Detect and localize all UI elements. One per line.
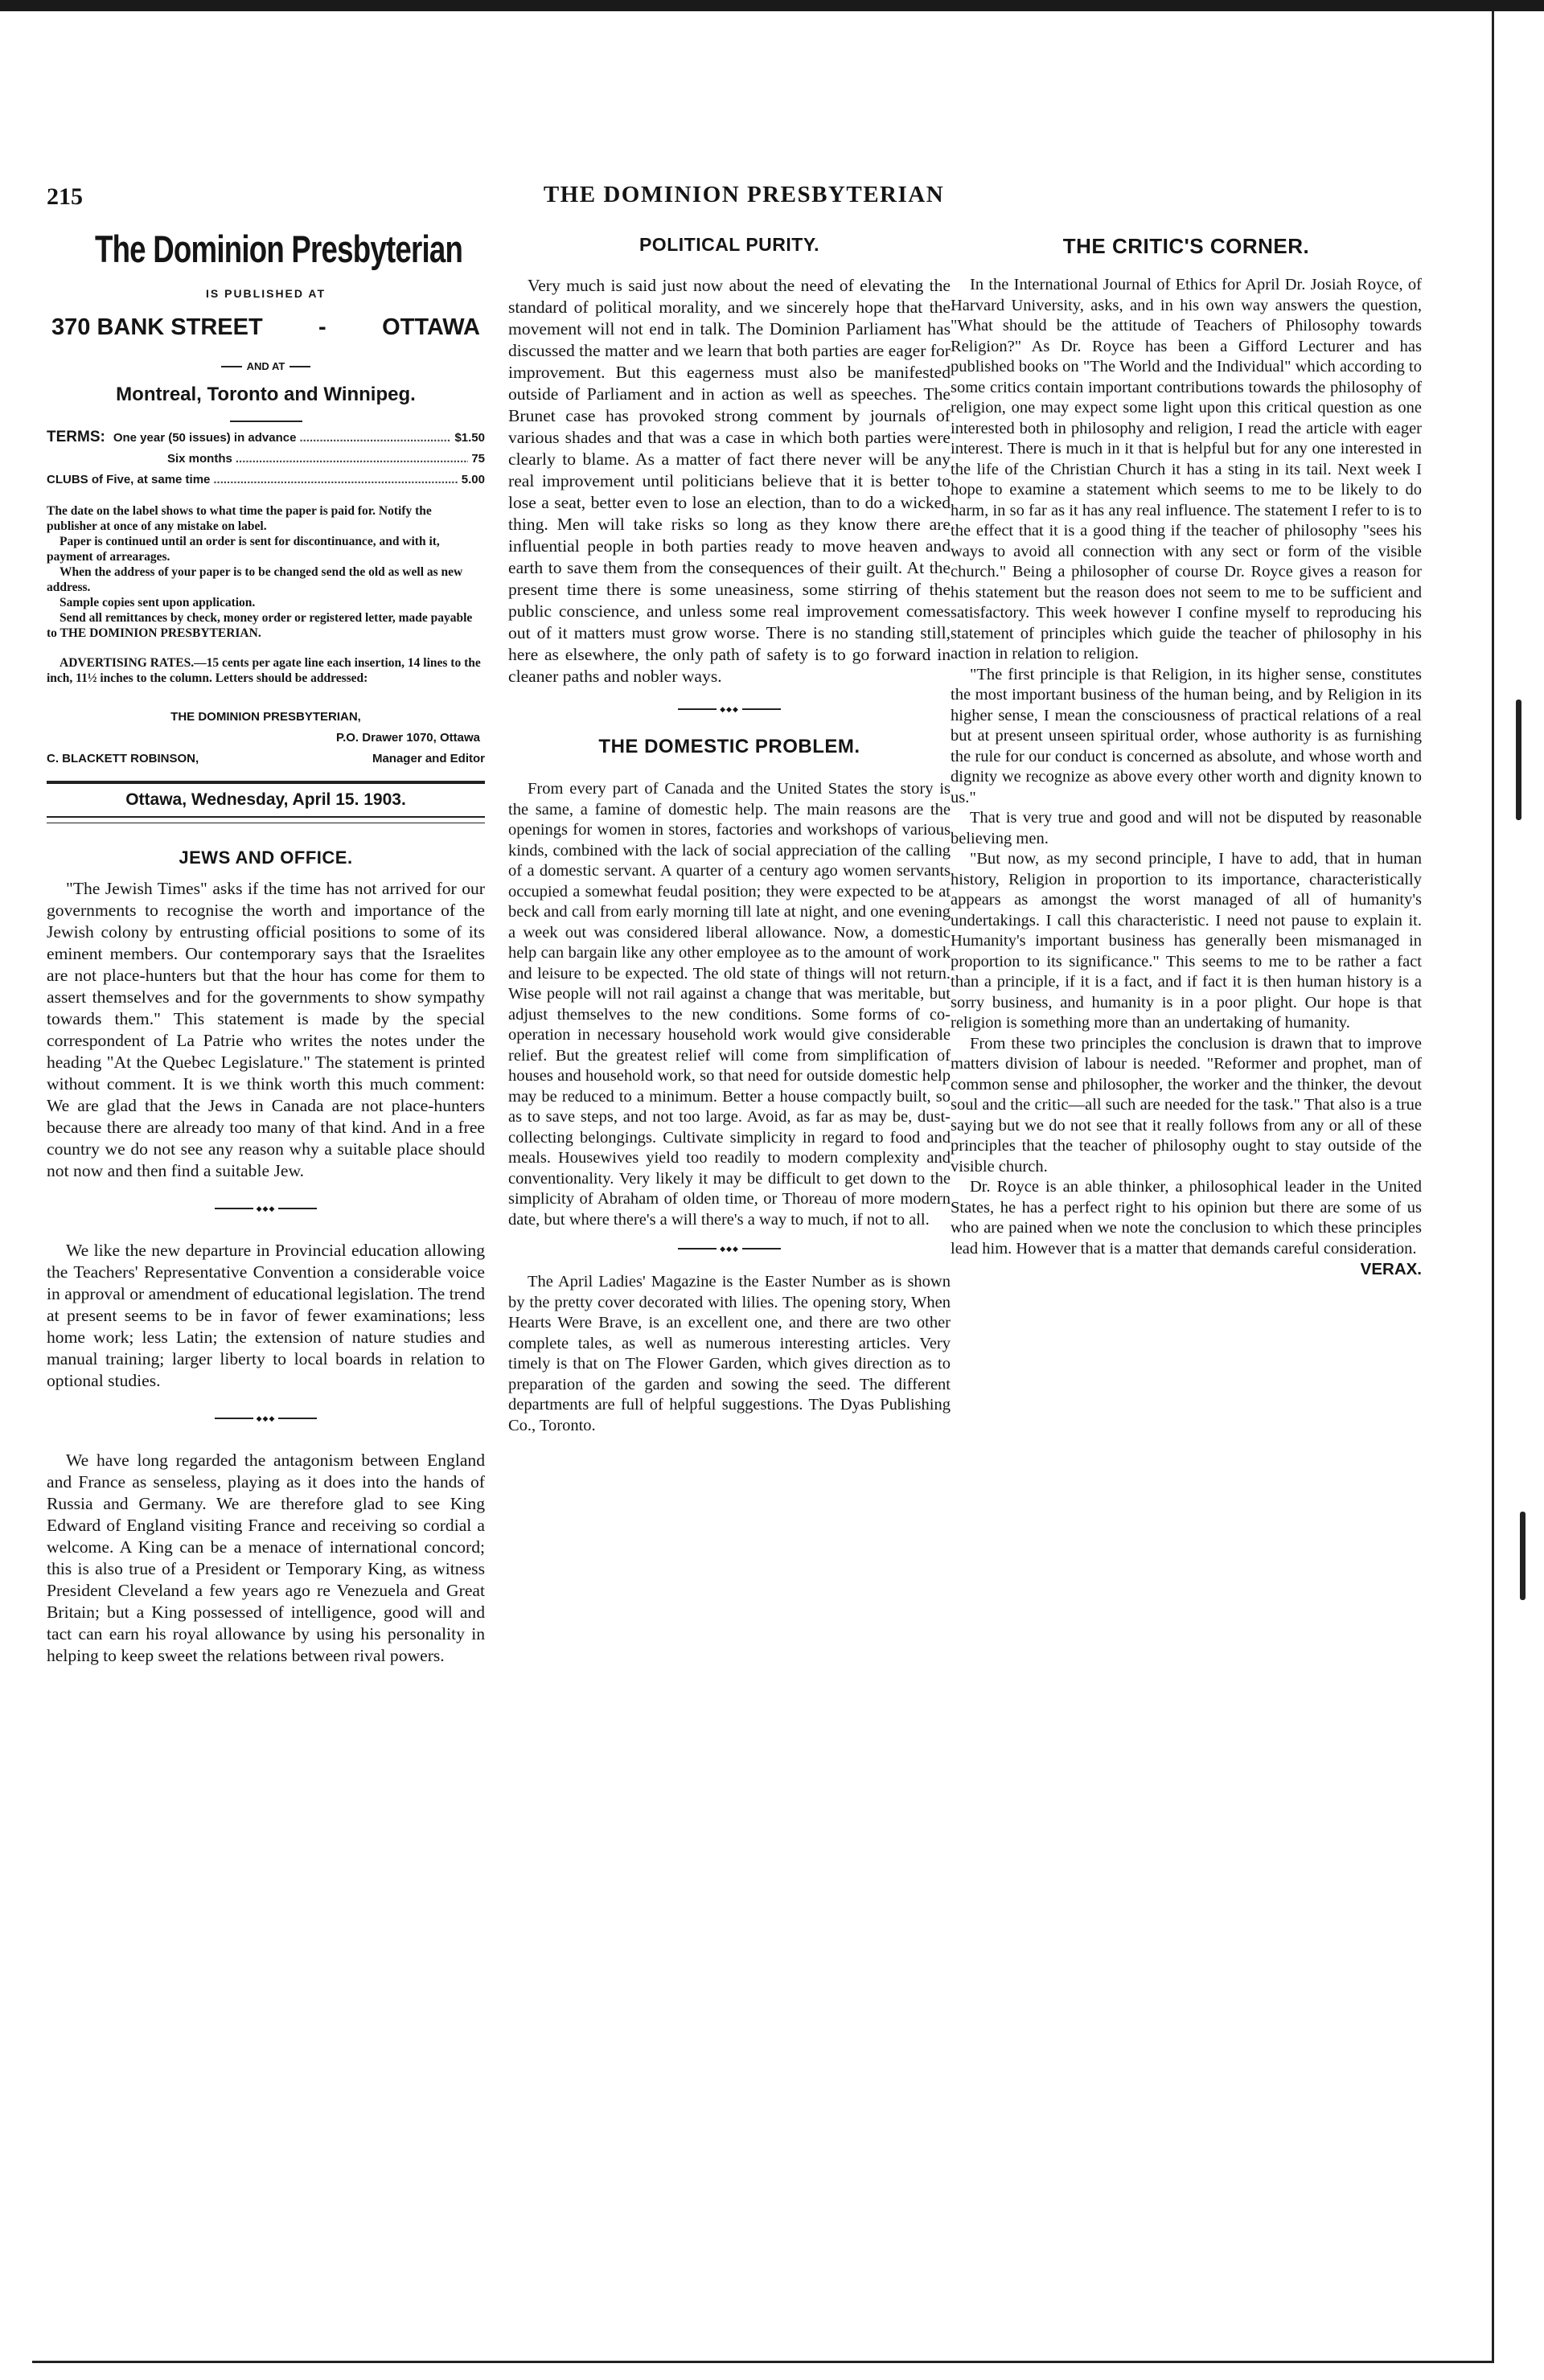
terms-row	[47, 470, 485, 490]
page-number: 215	[47, 183, 83, 210]
separator-line	[278, 1208, 317, 1209]
paragraph: From these two principles the conclusion is drawn that to improve matters division of labour is needed. "Reformer and prophet, man of common sense and philosopher, the worker and the thinker, the devout soul and the critic—all such are needed for the task." That also is a true saying but we do not see that it really follows from any or all of these principles that the teacher of philosophy ought to stay outside of the visible church.	[951, 1034, 1422, 1176]
subscriber-notices	[47, 503, 485, 641]
terms-item-amount: 75	[471, 452, 485, 466]
mailing-address	[47, 707, 485, 769]
separator-ornament: ◆◆◆	[256, 1204, 276, 1213]
terms-item-label: CLUBS of Five, at same time	[47, 473, 211, 486]
dateline-rule-bottom	[47, 816, 485, 823]
editor-title: Manager and Editor	[372, 752, 485, 765]
notice-paragraph: Paper is continued until an order is sent for discontinuance, and with it, payment of arrearages.	[47, 535, 440, 564]
column-left	[47, 221, 485, 1667]
paragraph: We have long regarded the antagonism between England and France as senseless, playing as it does into the hands of Russia and Germany. We are therefore glad to see King Edward of England visiting France and receiving so cordial a welcome. A King can be a menace of international concord; this is also true of a President or Temporary King, as witness President Cleveland a few years ago re Venezuela and Great Britain; but a King possessed of intelligence, good will and tact can earn his royal allowance by using his personality in helping to keep sweet the relations between rival powers.	[47, 1451, 485, 1665]
section-separator	[508, 1241, 951, 1256]
article-title-critic: THE CRITIC'S CORNER.	[1062, 234, 1310, 258]
masthead-title: The Dominion Presbyterian	[94, 228, 463, 270]
masthead-dash: -	[318, 314, 326, 340]
masthead-street: 370 BANK STREET	[51, 314, 263, 340]
separator-line	[678, 708, 717, 710]
terms-row	[47, 449, 485, 470]
column-middle	[508, 221, 951, 1436]
and-at-label: AND AT	[246, 360, 285, 372]
article-body-provincial	[47, 1240, 485, 1392]
separator-line	[742, 1248, 781, 1250]
separator-ornament: ◆◆◆	[720, 704, 739, 713]
subscription-terms	[47, 427, 485, 490]
notice-paragraph: When the address of your paper is to be changed send the old as well as new address.	[47, 565, 463, 594]
rule-right	[290, 366, 310, 367]
masthead-and-at	[47, 360, 485, 372]
scan-top-edge	[0, 0, 1544, 11]
paragraph: "The Jewish Times" asks if the time has not arrived for our governments to recognise the worth and importance of the Jewish colony by entrusting official positions to some of its eminent members. Our contemporary says that the Israelites are not place-hunters but that the hour has come for them to assert themselves and for the governments to show sympathy towards them." This statement is made by the special correspondent of La Patrie who writes the notes under the heading "At the Quebec Legislature." The statement is printed without comment. It is we think worth this much comment: We are glad that the Jews in Canada are not place-hunters because there are already too many of that kind. And in a free country we do not see any reason why a suitable place should not now and then find a suitable Jew.	[47, 879, 485, 1180]
dateline-rule-top	[47, 781, 485, 784]
masthead-address	[47, 314, 485, 341]
terms-label: TERMS:	[47, 429, 105, 445]
editor-line	[47, 749, 485, 769]
binding-mark	[1516, 700, 1521, 820]
separator-line	[678, 1248, 717, 1250]
paragraph: Very much is said just now about the need of elevating the standard of political morality, and we sincerely hope that the movement will not end in talk. The Dominion Parliament has discussed the matter and we learn that both parties are eager for improvement. But this eagerness must also be manifested outside of Parliament and in action as well as speeches. The Brunet case has provoked strong comment by journals of various shades and that was a case in which both parties were clearly to blame. As a matter of fact there never will be any real improvement until politicians believe that it is better to lose a seat, better even to lose an election, than to do a wicked thing. Men will take risks so long as they know there are influential people in both parties ready to move heaven and earth to save them from the consequences of their guilt. At the present time there is some uneasiness, some stirring of the public conscience, and unless some real improvement comes out of it matters must grow worse. There is no standing still, here as elsewhere, the only path of safety is to go forward in cleaner paths and nobler ways.	[508, 276, 951, 686]
article-body-england-france	[47, 1450, 485, 1667]
dateline: Ottawa, Wednesday, April 15. 1903.	[125, 790, 406, 809]
section-separator	[508, 702, 951, 716]
article-title-political: POLITICAL PURITY.	[639, 234, 820, 255]
separator-line	[215, 1208, 253, 1209]
separator-line	[742, 708, 781, 710]
notice-paragraph: The date on the label shows to what time the paper is paid for. Notify the publisher at once of any mistake on label.	[47, 504, 432, 533]
paragraph: We like the new departure in Provincial education allowing the Teachers' Representative Convention a considerable voice in approval or amendment of educational legislation. The trend at present seems to be in favor of fewer examinations; less home work; less Latin; the extension of nature studies and manual training; larger liberty to local boards in relation to optional studies.	[47, 1241, 485, 1390]
terms-item-label: One year (50 issues) in advance	[113, 431, 297, 445]
separator-ornament: ◆◆◆	[720, 1244, 739, 1253]
paragraph: From every part of Canada and the United States the story is the same, a famine of domestic help. The main reasons are the openings for women in stores, factories and workshops of various kinds, combined with the lack of social appreciation of the calling of a domestic servant. A quarter of a century ago women servants occupied a somewhat feudal position; they were expected to be at beck and call from early morning till late at night, and one evening a week out was considered liberal allowance. Now, a domestic help can bargain like any other employee as to the amount of work and leisure to be expected. The old state of things will not return. Wise people will not rail against a change that was meritable, but adjust themselves to the new conditions. Some forms of co-operation in necessary household work would give considerable relief. But the greatest relief will come from simplification of houses and household work, so that need for outside domestic help may be reduced to a minimum. Better a house compactly built, so as to save steps, and not too large. Avoid, as far as may be, dust-collecting belongings. Cultivate simplicity in regard to food and meals. Housewives yield too readily to modern complexity and conventionality. Very likely it may be difficult to get down to the simplicity of Abraham of olden time, or Thoreau of more modern date, but where there's a will there's a way to much, if not to all.	[508, 780, 951, 1229]
article-title-jews: JEWS AND OFFICE.	[179, 847, 353, 868]
leader-dots	[213, 470, 458, 490]
paragraph-last	[951, 1177, 1422, 1278]
article-body-political	[508, 275, 951, 687]
terms-row	[47, 427, 485, 449]
article-body-ladies-magazine	[508, 1272, 951, 1436]
publisher-name: THE DOMINION PRESBYTERIAN,	[170, 710, 361, 724]
running-head: THE DOMINION PRESBYTERIAN	[543, 182, 945, 207]
author-signature: VERAX.	[1360, 1260, 1422, 1278]
leader-dots	[299, 428, 451, 449]
advertising-rates: ADVERTISING RATES.—15 cents per agate line each insertion, 14 lines to the inch, 11½ inches to the column. Letters should be addressed:	[47, 656, 481, 685]
section-separator	[47, 1411, 485, 1426]
paragraph: "The first principle is that Religion, in its higher sense, constitutes the most important business of the human being, and by Religion in its higher sense, I mean the consciousness of practical relations of a real but at present unseen spiritual order, whose authority is as furnishing the rule for our conduct is concerned as absolute, and whose worth and dignity we recognize as above every other worth and dignity known to us."	[951, 665, 1422, 806]
masthead-published-at: IS PUBLISHED AT	[205, 287, 326, 300]
po-drawer: P.O. Drawer 1070, Ottawa	[336, 731, 480, 745]
masthead-other-cities: Montreal, Toronto and Winnipeg.	[116, 384, 416, 405]
notice-paragraph: Send all remittances by check, money order or registered letter, made payable to THE DOMINION PRESBYTERIAN.	[47, 611, 473, 640]
paragraph-text: Dr. Royce is an able thinker, a philosophical leader in the United States, he has a perfect right to his opinion but there are some of us who are pained when we note the conclusion to which these principles lead him. However that is a matter that demands careful consideration.	[951, 1178, 1422, 1258]
article-body-critic	[951, 275, 1422, 1278]
column-right	[951, 221, 1422, 1280]
article-title-domestic: THE DOMESTIC PROBLEM.	[598, 736, 860, 757]
paragraph: In the International Journal of Ethics for April Dr. Josiah Royce, of Harvard University, asks, and in his own way answers the question, "What should be the attitude of Teachers of Philosophy towards Religion?" As Dr. Royce has been a Gifford Lecturer and has published books on "The World and the Individual" which according to some critics contain important contributions towards the philosophy of religion, one may expect some light upon this critical question as one interested both in philosophy and religion, I read the article with eager interest. There is much in it that is helpful but for any one interested in the life of the Christian Church it has a sting in its tail. Next week I hope to examine a statement which seems to me to be likely to do harm, in so far as it has any real influence. The statement I refer to is to the effect that it is a good thing if the teacher of philosophy "sees his ways to avoid all connection with any sect or form of the visible church." Being a philosopher of course Dr. Royce gives a reason for his statement but the reason does not seem to me to be sufficient and satisfactory. This week however I confine myself to reproducing his statement of principles which guide the teacher of philosophy in his action in relation to religion.	[951, 276, 1422, 663]
rule-left	[221, 366, 242, 367]
masthead-rule	[230, 421, 302, 422]
terms-item-amount: $1.50	[454, 431, 485, 445]
leader-dots	[236, 449, 468, 470]
separator-line	[215, 1418, 253, 1419]
article-body-jews	[47, 878, 485, 1182]
paragraph: The April Ladies' Magazine is the Easter Number as is shown by the pretty cover decorated with lilies. The opening story, When Hearts Were Brave, is an excellent one, and there are two other complete tales, as well as numerous interesting articles. Very timely is that on The Flower Garden, which gives direction as to preparation of the garden and sowing the seed. The different departments are full of helpful suggestions. The Dyas Publishing Co., Toronto.	[508, 1273, 951, 1434]
masthead-city: OTTAWA	[382, 314, 480, 340]
separator-line	[278, 1418, 317, 1419]
editor-name: C. BLACKETT ROBINSON,	[47, 752, 199, 765]
terms-item-amount: 5.00	[461, 473, 485, 486]
section-separator	[47, 1201, 485, 1216]
paragraph: That is very true and good and will not be disputed by reasonable believing men.	[951, 809, 1422, 847]
terms-item-label: Six months	[167, 452, 232, 466]
paragraph: "But now, as my second principle, I have to add, that in human history, Religion in proportion to its importance, characteristically appears as amongst the worst managed of all of humanity's undertakings. I call this characteristic. I need not pause to explain it. Humanity's important business has generally been mismanaged in proportion to its significance." This seems to me to be rather a fact than a principle, if it is a fact, and if fact it is then human history is a sorry business, and humanity is in a poor plight. Our hope is that religion is something more than an undertaking of humanity.	[951, 850, 1422, 1032]
binding-mark	[1520, 1512, 1526, 1600]
notice-paragraph: Sample copies sent upon application.	[60, 596, 256, 609]
separator-ornament: ◆◆◆	[256, 1414, 276, 1422]
article-body-domestic	[508, 779, 951, 1230]
